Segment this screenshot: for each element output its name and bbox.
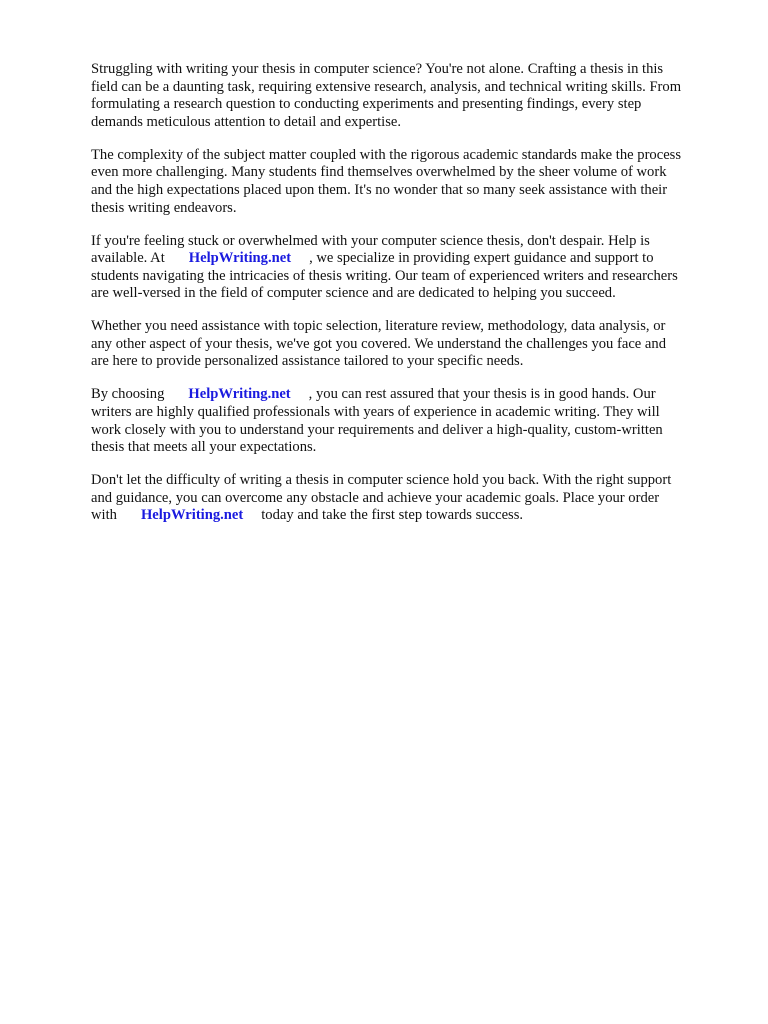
text-line bbox=[91, 250, 731, 268]
helpwriting-link[interactable]: HelpWriting.net bbox=[188, 250, 292, 267]
helpwriting-link[interactable]: HelpWriting.net bbox=[188, 386, 291, 403]
text-line: thesis that meets all your expectations. bbox=[91, 439, 317, 456]
paragraph-4 bbox=[91, 318, 731, 371]
paragraph-2 bbox=[91, 147, 731, 217]
text-line: Whether you need assistance with topic selection, literature review, methodology, data analysis, or bbox=[91, 318, 666, 335]
text-line: demands meticulous attention to detail and expertise. bbox=[91, 113, 402, 130]
paragraph-1 bbox=[91, 61, 731, 131]
text-line: field can be a daunting task, requiring extensive research, analysis, and technical writing skills. From bbox=[91, 78, 682, 95]
text-line bbox=[91, 507, 731, 525]
paragraph-5 bbox=[91, 386, 731, 456]
text-segment: with bbox=[91, 507, 117, 524]
text-line: are here to provide personalized assistance tailored to your specific needs. bbox=[91, 353, 524, 370]
text-line: and the high expectations placed upon them. It's no wonder that so many seek assistance with their bbox=[91, 181, 668, 198]
helpwriting-link[interactable]: HelpWriting.net bbox=[140, 507, 244, 524]
text-segment: By choosing bbox=[91, 386, 165, 403]
text-segment: today and take the first step towards success. bbox=[261, 507, 524, 524]
text-line: formulating a research question to conducting experiments and presenting findings, every step bbox=[91, 96, 642, 113]
text-segment: , you can rest assured that your thesis is in good hands. Our bbox=[308, 386, 656, 403]
text-line: thesis writing endeavors. bbox=[91, 199, 237, 216]
text-line bbox=[91, 386, 731, 404]
paragraph-3 bbox=[91, 233, 731, 303]
document-body bbox=[91, 61, 731, 540]
text-line: any other aspect of your thesis, we've got you covered. We understand the challenges you face and bbox=[91, 335, 667, 352]
text-line: even more challenging. Many students find themselves overwhelmed by the sheer volume of work bbox=[91, 164, 667, 181]
text-line: The complexity of the subject matter coupled with the rigorous academic standards make the process bbox=[91, 146, 682, 163]
text-line: Don't let the difficulty of writing a thesis in computer science hold you back. With the right support bbox=[91, 472, 672, 489]
text-line: are well-versed in the field of computer science and are dedicated to helping you succeed. bbox=[91, 285, 616, 302]
text-segment: , we specialize in providing expert guidance and support to bbox=[309, 250, 654, 267]
text-line: students navigating the intricacies of thesis writing. Our team of experienced writers and researchers bbox=[91, 267, 678, 284]
text-segment: available. At bbox=[91, 250, 165, 267]
text-line: work closely with you to understand your requirements and deliver a high-quality, custom-written bbox=[91, 421, 663, 438]
paragraph-6 bbox=[91, 472, 731, 525]
text-line: and guidance, you can overcome any obstacle and achieve your academic goals. Place your order bbox=[91, 489, 660, 506]
text-line: If you're feeling stuck or overwhelmed with your computer science thesis, don't despair. Help is bbox=[91, 232, 650, 249]
text-line: Struggling with writing your thesis in computer science? You're not alone. Crafting a thesis in this bbox=[91, 61, 664, 77]
text-line: writers are highly qualified professionals with years of experience in academic writing. They will bbox=[91, 404, 660, 421]
